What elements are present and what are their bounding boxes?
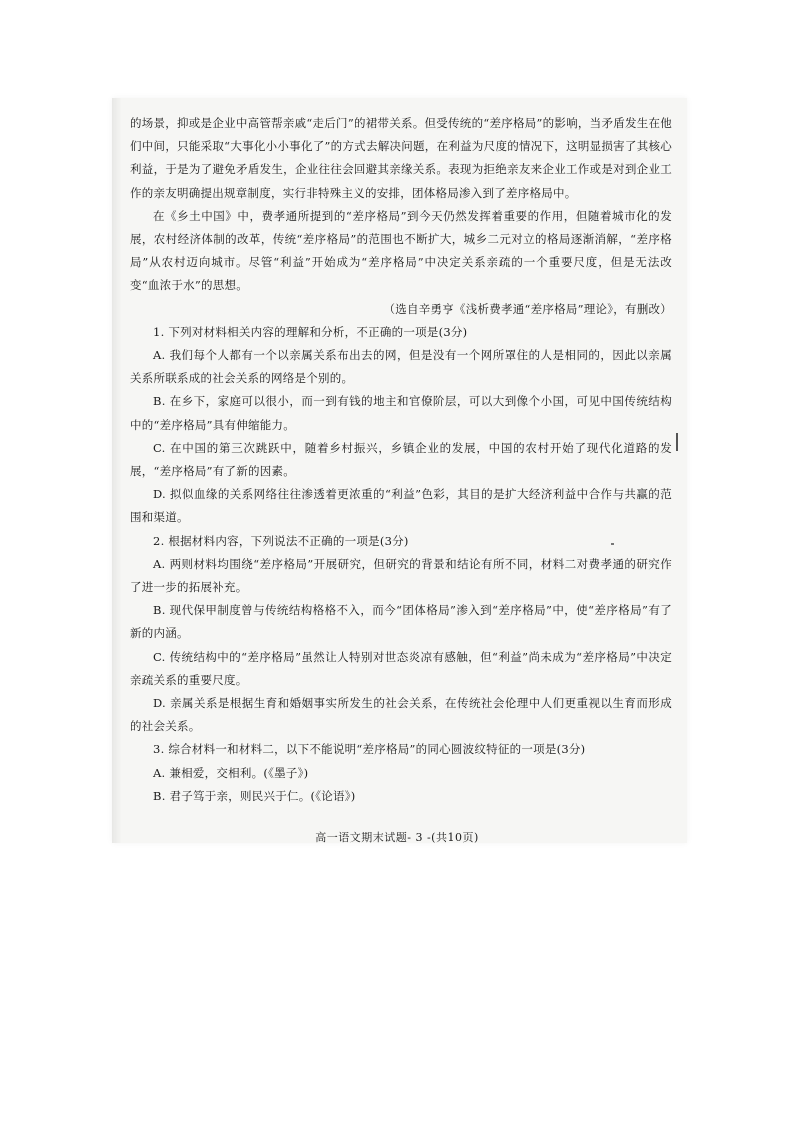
question-3-option-a: A. 兼相爱，交相利。(《墨子》) — [153, 765, 309, 780]
question-3-option-b: B. 君子笃于亲，则民兴于仁。(《论语》) — [153, 788, 356, 803]
question-1-option-c: C. 在中国的第三次跳跃中，随着乡村振兴，乡镇企业的发展，中国的农村开始了现代化道路的发展，“差序格局”有了新的因素。 — [130, 440, 672, 479]
question-1-option-a: A. 我们每个人都有一个以亲属关系布出去的网，但是没有一个网所罩住的人是相同的，因此以亲属关系所联系成的社会关系的网络是个别的。 — [130, 348, 672, 386]
question-1-option-d: D. 拟似血缘的关系网络往往渗透着更浓重的“利益”色彩，其目的是扩大经济利益中合作与共赢的范围和渠道。 — [130, 487, 672, 525]
page-footer: 高一语文期末试题- 3 -(共10页) — [315, 831, 479, 844]
question-1-stem: 1. 下列对材料相关内容的理解和分析，不正确的一项是(3分) — [153, 324, 468, 339]
question-2-option-d: D. 亲属关系是根据生育和婚姻事实所发生的社会关系，在传统社会伦理中人们更重视以生育而形成的社会关系。 — [130, 696, 672, 734]
source-citation: （选自辛勇亨《浅析费孝通“差序格局”理论》，有删改） — [383, 301, 672, 316]
question-2-option-c: C. 传统结构中的“差序格局”虽然让人特别对世态炎凉有感触，但“利益”尚未成为“差序格局”中决定亲疏关系的重要尺度。 — [130, 649, 672, 687]
scan-mark — [676, 433, 678, 451]
paragraph-continued: 的场景，抑或是企业中高管帮亲戚“走后门”的裙带关系。但受传统的“差序格局”的影响，当矛盾发生在他们中间，只能采取“大事化小小事化了”的方式去解决问题，在利益为尺度的情况下，这明显损害了其核心利益，于是为了避免矛盾发生，企业往往会回避其亲缘关系。表现为拒绝亲友来企业工作或是对到企业工作的亲友明确提出规章制度，实行非特殊主义的安排，团体格局渗入到了差序格局中。 — [130, 116, 672, 200]
document-body — [130, 112, 672, 808]
question-1-option-b: B. 在乡下，家庭可以很小，而一到有钱的地主和官僚阶层，可以大到像个小国，可见中国传统结构中的“差序格局”具有伸缩能力。 — [130, 394, 672, 432]
question-2-option-a: A. 两则材料均围绕“差序格局”开展研究，但研究的背景和结论有所不同，材料二对费孝通的研究作了进一步的拓展补充。 — [130, 556, 672, 595]
scan-shadow — [112, 98, 122, 843]
question-2-stem: 2. 根据材料内容，下列说法不正确的一项是(3分) — [153, 533, 409, 548]
paragraph-conclusion: 在《乡土中国》中，费孝通所提到的“差序格局”到今天仍然发挥着重要的作用，但随着城市化的发展，农村经济体制的改革，传统“差序格局”的范围也不断扩大，城乡二元对立的格局逐渐消解，“差序格局”从农村迈向城市。尽管“利益”开始成为“差序格局”中决定关系亲疏的一个重要尺度，但是无法改变“血浓于水”的思想。 — [130, 208, 672, 293]
question-2-option-b: B. 现代保甲制度曾与传统结构格格不入，而今“团体格局”渗入到“差序格局”中，使“差序格局”有了新的内涵。 — [130, 603, 672, 641]
question-3-stem: 3. 综合材料一和材料二，以下不能说明“差序格局”的同心圆波纹特征的一项是(3分) — [153, 742, 586, 757]
